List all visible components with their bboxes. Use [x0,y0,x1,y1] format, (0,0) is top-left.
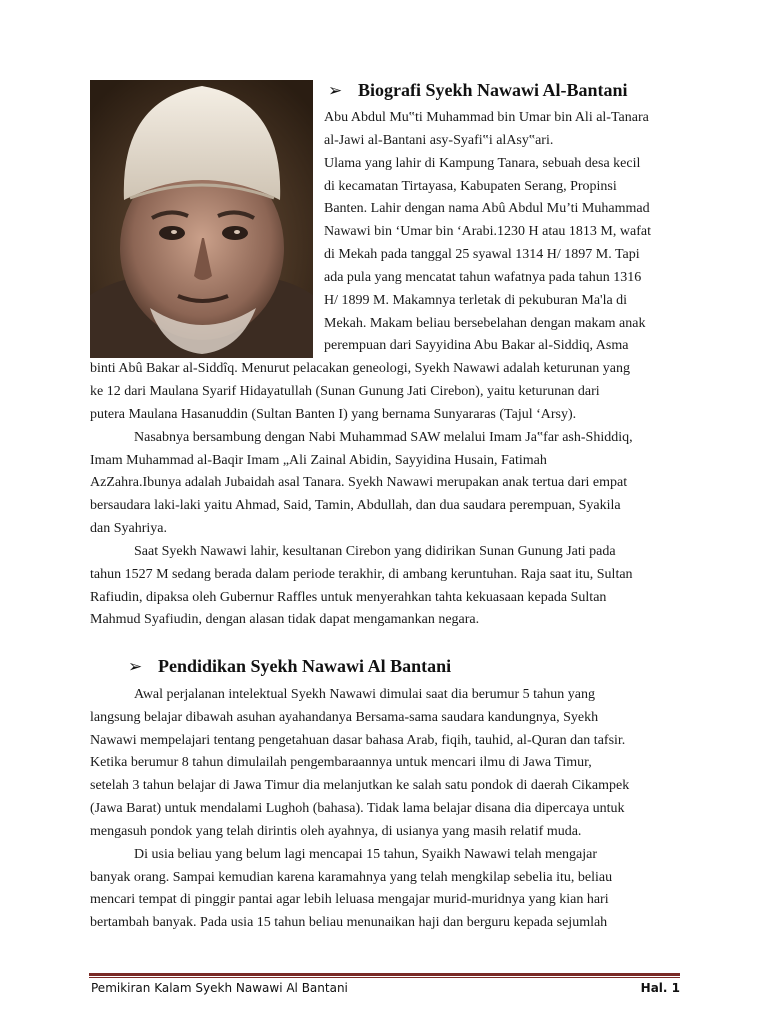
body-line: ada pula yang mencatat tahun wafatnya pada tahun 1316 [324,270,642,285]
body-line: di Mekah pada tanggal 25 syawal 1314 H/ 1897 M. Tapi [324,247,640,262]
body-line: Di usia beliau yang belum lagi mencapai 15 tahun, Syaikh Nawawi telah mengajar [134,847,598,862]
page-number: Hal. 1 [640,981,680,995]
body-line: Mahmud Syafiudin, dengan alasan tidak dapat mengamankan negara. [90,612,480,627]
body-line: di kecamatan Tirtayasa, Kabupaten Serang, Propinsi [324,179,617,194]
body-line: mengasuh pondok yang telah dirintis oleh ayahnya, di usianya yang masih relatif muda. [90,824,582,839]
heading-text: Biografi Syekh Nawawi Al-Bantani [358,80,628,100]
body-line: setelah 3 tahun belajar di Jawa Timur dia melanjutkan ke salah satu pondok di daerah Cikampek [90,778,630,793]
body-line: Ulama yang lahir di Kampung Tanara, sebuah desa kecil [324,156,641,171]
body-line: banyak orang. Sampai kemudian karena karamahnya yang telah mengkilap sebelia itu, beliau [90,870,613,885]
body-line: bersaudara laki-laki yaitu Ahmad, Said, Tamin, Abdullah, dan dua saudara perempuan, Syakila [90,498,621,513]
body-line: Nawawi bin ‘Umar bin ‘Arabi.1230 H atau 1813 M, wafat [324,224,651,239]
footer-rule [89,973,680,976]
section-heading-biografi [328,78,628,103]
footer-title: Pemikiran Kalam Syekh Nawawi Al Bantani [91,981,348,995]
body-line: Rafiudin, dipaksa oleh Gubernur Raffles untuk menyerahkan tahta kekuasaan kepada Sultan [90,590,607,605]
body-line: H/ 1899 M. Makamnya terletak di pekuburan Ma'la di [324,293,628,308]
body-line: Nasabnya bersambung dengan Nabi Muhammad SAW melalui Imam Ja‟far ash-Shiddiq, [134,430,633,445]
body-line: bertambah banyak. Pada usia 15 tahun beliau menunaikan haji dan berguru kepada sejumlah [90,915,608,930]
body-line: perempuan dari Sayyidina Abu Bakar al-Siddiq, Asma [324,338,629,353]
portrait-illustration [90,80,313,358]
body-line: binti Abû Bakar al-Siddîq. Menurut pelacakan geneologi, Syekh Nawawi adalah keturunan yang [90,361,631,376]
body-line: al-Jawi al-Bantani asy-Syafi‟i alAsy‟ari. [324,133,554,148]
body-line: mencari tempat di pinggir pantai agar lebih leluasa mengajar murid-muridnya yang kian hari [90,892,609,907]
body-line: Saat Syekh Nawawi lahir, kesultanan Cirebon yang didirikan Sunan Gunung Jati pada [134,544,616,559]
section-heading-pendidikan [128,654,451,679]
body-line: langsung belajar dibawah asuhan ayahandanya Bersama-sama saudara kandungnya, Syekh [90,710,599,725]
body-line: Imam Muhammad al-Baqir Imam „Ali Zainal Abidin, Sayyidina Husain, Fatimah [90,453,547,468]
body-line: Nawawi mempelajari tentang pengetahuan dasar bahasa Arab, fiqih, tauhid, al-Quran dan tafsir. [90,733,626,748]
heading-text: Pendidikan Syekh Nawawi Al Bantani [158,656,452,676]
arrow-bullet-icon: ➢ [328,81,343,100]
body-line: AzZahra.Ibunya adalah Jubaidah asal Tanara. Syekh Nawawi merupakan anak tertua dari empat [90,475,628,490]
body-line: (Jawa Barat) untuk mendalami Lughoh (bahasa). Tidak lama belajar disana dia dipercaya untuk [90,801,625,816]
body-line: Abu Abdul Mu‟ti Muhammad bin Umar bin Ali al-Tanara [324,110,649,125]
body-line: Awal perjalanan intelektual Syekh Nawawi dimulai saat dia berumur 5 tahun yang [134,687,595,702]
body-line: dan Syahriya. [90,521,167,536]
footer-rule-thin [89,977,680,978]
body-line: tahun 1527 M sedang berada dalam periode terakhir, di ambang keruntuhan. Raja saat itu, Sultan [90,567,633,582]
arrow-bullet-icon: ➢ [128,657,143,676]
body-line: Ketika berumur 8 tahun dimulailah pengembaraannya untuk mencari ilmu di Jawa Timur, [90,755,592,770]
portrait-photo [90,80,313,358]
body-line: Banten. Lahir dengan nama Abû Abdul Mu’ti Muhammad [324,201,650,216]
body-line: putera Maulana Hasanuddin (Sultan Banten I) yang bernama Sunyararas (Tajul ‘Arsy). [90,407,577,422]
body-line: Mekah. Makam beliau bersebelahan dengan makam anak [324,316,646,331]
body-line: ke 12 dari Maulana Syarif Hidayatullah (Sunan Gunung Jati Cirebon), yaitu keturunan dari [90,384,600,399]
